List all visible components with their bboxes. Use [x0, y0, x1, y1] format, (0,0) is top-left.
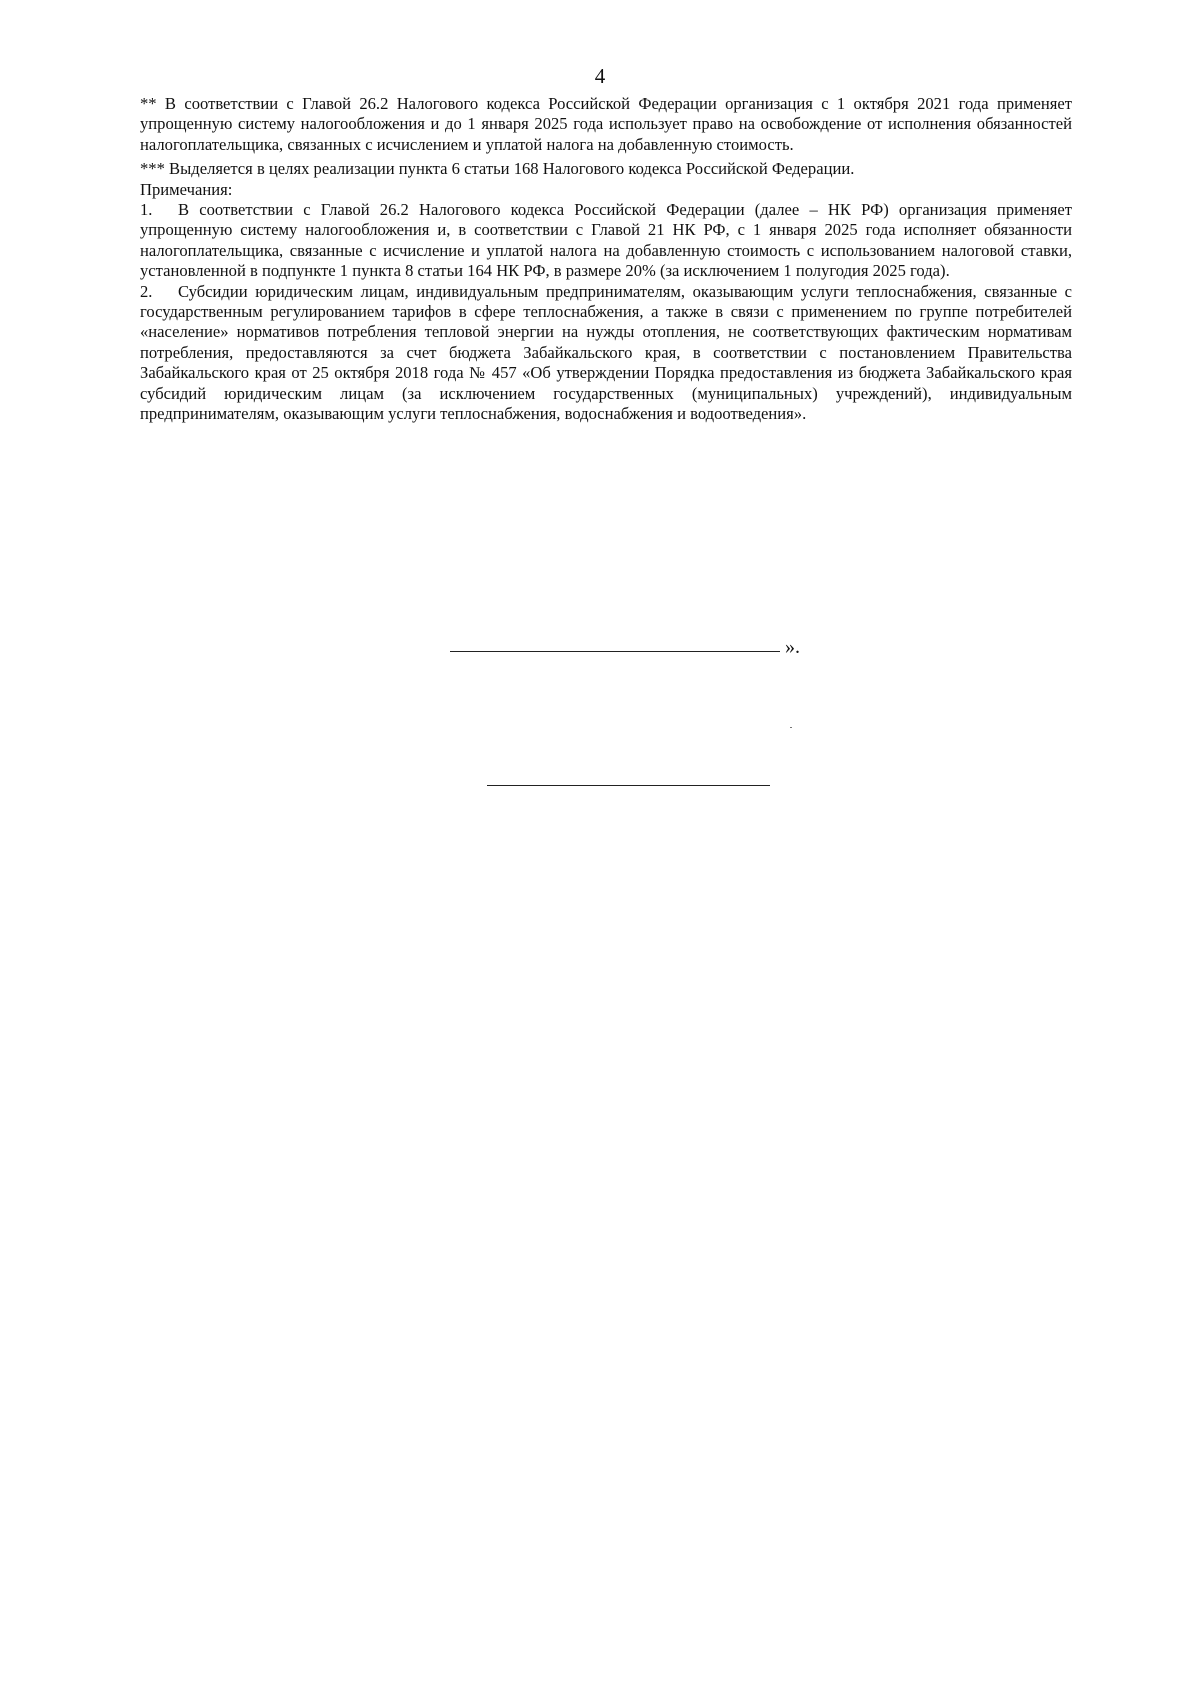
closing-rule: [450, 651, 780, 652]
note-item-2: [140, 282, 1072, 425]
footnote-triple-asterisk: [140, 159, 1072, 179]
document-body: [140, 94, 1072, 425]
footnote-marker: **: [140, 94, 157, 113]
closing-quote-mark: ».: [785, 636, 800, 658]
end-of-document-rule: [487, 785, 770, 786]
note-item-1: [140, 200, 1072, 282]
scan-speck: [790, 727, 792, 728]
footnote-double-asterisk: [140, 94, 1072, 155]
note-text: В соответствии с Главой 26.2 Налогового кодекса Российской Федерации (далее – НК РФ) организация применяет упрощенную систему налогообложения и, в соответствии с Главой 21 НК РФ, с 1 января 2025 года исполняет обязанности налогоплательщика, связанные с исчисление и уплатой налога на добавленную стоимость с использованием налоговой ставки, установленной в подпункте 1 пункта 8 статьи 164 НК РФ, в размере 20% (за исключением 1 полугодия 2025 года).: [140, 200, 1072, 281]
note-number: 2.: [140, 281, 153, 301]
note-text: Субсидии юридическим лицам, индивидуальным предпринимателям, оказывающим услуги теплоснабжения, связанные с государственным регулированием тарифов в сфере теплоснабжения, а также в связи с применением по группе потребителей «население» нормативов потребления тепловой энергии на нужды отопления, не соответствующих фактическим нормативам потребления, предоставляются за счет бюджета Забайкальского края, в соответствии с постановлением Правительства Забайкальского края от 25 октября 2018 года № 457 «Об утверждении Порядка предоставления из бюджета Забайкальского края субсидий юридическим лицам (за исключением государственных (муниципальных) учреждений), индивидуальным предпринимателям, оказывающим услуги теплоснабжения, водоснабжения и водоотведения».: [140, 281, 1072, 424]
page-number: 4: [594, 64, 606, 88]
footnote-marker: ***: [140, 159, 165, 179]
footnote-text: В соответствии с Главой 26.2 Налогового кодекса Российской Федерации организация с 1 октября 2021 года применяет упрощенную систему налогообложения и до 1 января 2025 года использует право на освобождение от исполнения обязанностей налогоплательщика, связанных с исчислением и уплатой налога на добавленную стоимость.: [140, 94, 1072, 154]
note-number: 1.: [140, 200, 153, 220]
notes-heading: Примечания:: [140, 179, 233, 199]
footnote-text: Выделяется в целях реализации пункта 6 статьи 168 Налогового кодекса Российской Федерации.: [164, 159, 855, 179]
closing-line: [450, 635, 800, 659]
